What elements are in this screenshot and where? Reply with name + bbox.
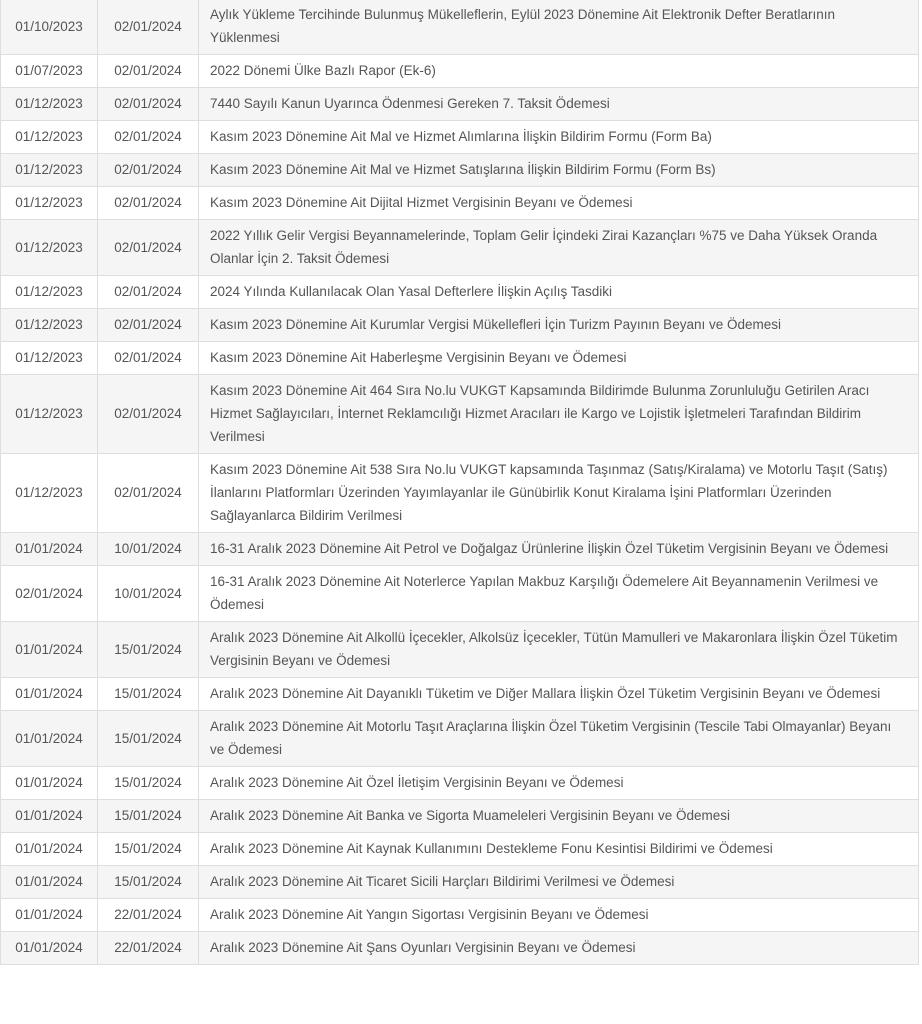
table-row <box>1 187 919 220</box>
table-row <box>1 220 919 276</box>
due-date-cell: 15/01/2024 <box>98 833 199 866</box>
due-date-cell: 02/01/2024 <box>98 0 199 55</box>
table-row <box>1 566 919 622</box>
table-row <box>1 800 919 833</box>
description-cell: Aralık 2023 Dönemine Ait Özel İletişim Vergisinin Beyanı ve Ödemesi <box>199 767 919 800</box>
table-row <box>1 55 919 88</box>
due-date-cell: 02/01/2024 <box>98 187 199 220</box>
description-cell: Kasım 2023 Dönemine Ait Mal ve Hizmet Satışlarına İlişkin Bildirim Formu (Form Bs) <box>199 154 919 187</box>
due-date-cell: 02/01/2024 <box>98 309 199 342</box>
table-row <box>1 711 919 767</box>
due-date-cell: 22/01/2024 <box>98 932 199 965</box>
description-cell: 7440 Sayılı Kanun Uyarınca Ödenmesi Gereken 7. Taksit Ödemesi <box>199 88 919 121</box>
due-date-cell: 02/01/2024 <box>98 276 199 309</box>
description-cell: Aralık 2023 Dönemine Ait Motorlu Taşıt Araçlarına İlişkin Özel Tüketim Vergisinin (Tescile Tabi Olmayanlar) Beyanı ve Ödemesi <box>199 711 919 767</box>
start-date-cell: 01/01/2024 <box>1 622 98 678</box>
description-cell: Aralık 2023 Dönemine Ait Kaynak Kullanımını Destekleme Fonu Kesintisi Bildirimi ve Ödemesi <box>199 833 919 866</box>
description-cell: Kasım 2023 Dönemine Ait 538 Sıra No.lu VUKGT kapsamında Taşınmaz (Satış/Kiralama) ve Motorlu Taşıt (Satış) İlanlarını Platformları Üzerinden Yayımlayanlar ile Günübirlik Konut Kiralama İşini Platformları Üzerinden Sağlayanlarca Bildirim Verilmesi <box>199 454 919 533</box>
due-date-cell: 02/01/2024 <box>98 154 199 187</box>
description-cell: 2022 Yıllık Gelir Vergisi Beyannamelerinde, Toplam Gelir İçindeki Zirai Kazançları %75 ve Daha Yüksek Oranda Olanlar İçin 2. Taksit Ödemesi <box>199 220 919 276</box>
description-cell: 16-31 Aralık 2023 Dönemine Ait Noterlerce Yapılan Makbuz Karşılığı Ödemelere Ait Beyannamenin Verilmesi ve Ödemesi <box>199 566 919 622</box>
start-date-cell: 01/01/2024 <box>1 767 98 800</box>
description-cell: 16-31 Aralık 2023 Dönemine Ait Petrol ve Doğalgaz Ürünlerine İlişkin Özel Tüketim Vergisinin Beyanı ve Ödemesi <box>199 533 919 566</box>
start-date-cell: 01/12/2023 <box>1 88 98 121</box>
due-date-cell: 10/01/2024 <box>98 566 199 622</box>
due-date-cell: 15/01/2024 <box>98 622 199 678</box>
due-date-cell: 02/01/2024 <box>98 220 199 276</box>
start-date-cell: 01/10/2023 <box>1 0 98 55</box>
due-date-cell: 15/01/2024 <box>98 800 199 833</box>
start-date-cell: 01/12/2023 <box>1 220 98 276</box>
table-row <box>1 533 919 566</box>
table-row <box>1 678 919 711</box>
due-date-cell: 15/01/2024 <box>98 678 199 711</box>
start-date-cell: 01/01/2024 <box>1 866 98 899</box>
start-date-cell: 01/12/2023 <box>1 454 98 533</box>
description-cell: 2022 Dönemi Ülke Bazlı Rapor (Ek-6) <box>199 55 919 88</box>
start-date-cell: 01/01/2024 <box>1 899 98 932</box>
start-date-cell: 01/01/2024 <box>1 800 98 833</box>
description-cell: Kasım 2023 Dönemine Ait 464 Sıra No.lu VUKGT Kapsamında Bildirimde Bulunma Zorunluluğu Getirilen Aracı Hizmet Sağlayıcıları, İnternet Reklamcılığı Hizmet Aracıları ile Kargo ve Lojistik İşletmeleri Tarafından Bildirim Verilmesi <box>199 375 919 454</box>
description-cell: 2024 Yılında Kullanılacak Olan Yasal Defterlere İlişkin Açılış Tasdiki <box>199 276 919 309</box>
description-cell: Aralık 2023 Dönemine Ait Yangın Sigortası Vergisinin Beyanı ve Ödemesi <box>199 899 919 932</box>
description-cell: Kasım 2023 Dönemine Ait Dijital Hizmet Vergisinin Beyanı ve Ödemesi <box>199 187 919 220</box>
due-date-cell: 10/01/2024 <box>98 533 199 566</box>
table-row <box>1 375 919 454</box>
description-cell: Kasım 2023 Dönemine Ait Haberleşme Vergisinin Beyanı ve Ödemesi <box>199 342 919 375</box>
table-row <box>1 454 919 533</box>
start-date-cell: 01/12/2023 <box>1 154 98 187</box>
start-date-cell: 02/01/2024 <box>1 566 98 622</box>
start-date-cell: 01/12/2023 <box>1 121 98 154</box>
due-date-cell: 15/01/2024 <box>98 711 199 767</box>
due-date-cell: 02/01/2024 <box>98 375 199 454</box>
table-row <box>1 899 919 932</box>
start-date-cell: 01/01/2024 <box>1 533 98 566</box>
table-row <box>1 866 919 899</box>
description-cell: Aralık 2023 Dönemine Ait Şans Oyunları Vergisinin Beyanı ve Ödemesi <box>199 932 919 965</box>
table-row <box>1 932 919 965</box>
description-cell: Aylık Yükleme Tercihinde Bulunmuş Mükelleflerin, Eylül 2023 Dönemine Ait Elektronik Defter Beratlarının Yüklenmesi <box>199 0 919 55</box>
table-row <box>1 154 919 187</box>
table-row <box>1 833 919 866</box>
description-cell: Aralık 2023 Dönemine Ait Banka ve Sigorta Muameleleri Vergisinin Beyanı ve Ödemesi <box>199 800 919 833</box>
due-date-cell: 15/01/2024 <box>98 767 199 800</box>
table-row <box>1 0 919 55</box>
description-cell: Aralık 2023 Dönemine Ait Dayanıklı Tüketim ve Diğer Mallara İlişkin Özel Tüketim Vergisinin Beyanı ve Ödemesi <box>199 678 919 711</box>
table-row <box>1 309 919 342</box>
description-cell: Aralık 2023 Dönemine Ait Alkollü İçecekler, Alkolsüz İçecekler, Tütün Mamulleri ve Makaronlara İlişkin Özel Tüketim Vergisinin Beyanı ve Ödemesi <box>199 622 919 678</box>
description-cell: Kasım 2023 Dönemine Ait Mal ve Hizmet Alımlarına İlişkin Bildirim Formu (Form Ba) <box>199 121 919 154</box>
start-date-cell: 01/01/2024 <box>1 833 98 866</box>
start-date-cell: 01/12/2023 <box>1 309 98 342</box>
table-row <box>1 767 919 800</box>
due-date-cell: 02/01/2024 <box>98 55 199 88</box>
table-row <box>1 622 919 678</box>
due-date-cell: 02/01/2024 <box>98 454 199 533</box>
due-date-cell: 02/01/2024 <box>98 121 199 154</box>
start-date-cell: 01/07/2023 <box>1 55 98 88</box>
description-cell: Kasım 2023 Dönemine Ait Kurumlar Vergisi Mükellefleri İçin Turizm Payının Beyanı ve Ödemesi <box>199 309 919 342</box>
table-row <box>1 276 919 309</box>
due-date-cell: 22/01/2024 <box>98 899 199 932</box>
start-date-cell: 01/12/2023 <box>1 342 98 375</box>
table-row <box>1 342 919 375</box>
table-row <box>1 121 919 154</box>
start-date-cell: 01/01/2024 <box>1 932 98 965</box>
due-date-cell: 15/01/2024 <box>98 866 199 899</box>
due-date-cell: 02/01/2024 <box>98 342 199 375</box>
table-body <box>1 0 919 965</box>
start-date-cell: 01/12/2023 <box>1 187 98 220</box>
start-date-cell: 01/12/2023 <box>1 276 98 309</box>
start-date-cell: 01/01/2024 <box>1 711 98 767</box>
start-date-cell: 01/01/2024 <box>1 678 98 711</box>
description-cell: Aralık 2023 Dönemine Ait Ticaret Sicili Harçları Bildirimi Verilmesi ve Ödemesi <box>199 866 919 899</box>
table-row <box>1 88 919 121</box>
due-date-cell: 02/01/2024 <box>98 88 199 121</box>
start-date-cell: 01/12/2023 <box>1 375 98 454</box>
